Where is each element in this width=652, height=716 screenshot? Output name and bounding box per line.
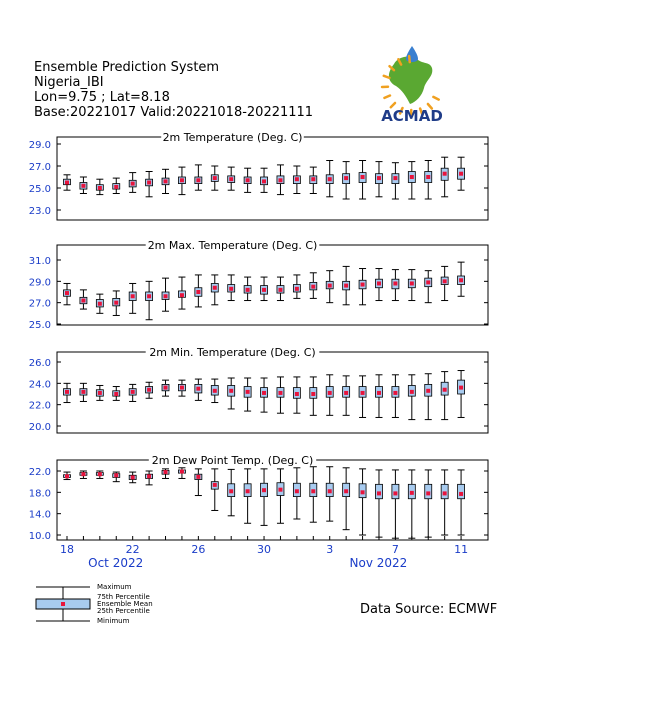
legend-mean-marker [61,602,65,606]
month-label: Nov 2022 [349,556,408,570]
y-tick-label: 29.0 [28,277,51,289]
logo-text: ACMAD [381,107,443,124]
legend-75th: 75th Percentile [97,593,150,601]
legend-25th: 25th Percentile [97,607,150,615]
header-coords: Lon=9.75 ; Lat=8.18 [34,90,170,105]
legend-mean: Ensemble Mean [97,600,153,608]
legend-maximum: Maximum [97,583,132,591]
panel-title: 2m Temperature (Deg. C) [162,131,303,144]
x-tick-label: 30 [257,543,272,556]
x-tick-label: 18 [60,543,74,556]
y-tick-label: 27.0 [28,298,51,310]
y-tick-label: 25.0 [28,184,51,195]
x-tick-label: 3 [326,543,334,556]
x-tick-label: 7 [391,543,399,556]
y-tick-label: 10.0 [28,531,51,542]
x-tick-label: 11 [454,543,469,556]
y-tick-label: 20.0 [28,422,51,433]
header-base-valid: Base:20221017 Valid:20221018-20221111 [34,105,314,120]
x-tick-label: 26 [191,543,206,556]
y-tick-label: 18.0 [28,488,51,500]
legend-minimum: Minimum [97,617,130,625]
header-location: Nigeria_IBI [34,75,104,90]
panel-title: 2m Max. Temperature (Deg. C) [147,239,318,252]
month-label: Oct 2022 [88,556,144,570]
y-tick-label: 27.0 [28,162,51,173]
panel-title: 2m Min. Temperature (Deg. C) [149,346,316,359]
y-tick-label: 23.0 [28,206,51,217]
y-tick-label: 24.0 [28,379,51,391]
y-tick-label: 25.0 [28,320,51,331]
y-tick-label: 26.0 [28,358,51,369]
data-source: Data Source: ECMWF [360,602,498,617]
y-tick-label: 31.0 [28,256,51,267]
panel-title: 2m Dew Point Temp. (Deg. C) [151,454,314,467]
y-tick-label: 22.0 [28,467,51,478]
header-system: Ensemble Prediction System [34,60,220,75]
y-tick-label: 29.0 [28,140,51,151]
y-tick-label: 14.0 [28,509,51,521]
x-tick-label: 22 [125,543,140,556]
y-tick-label: 22.0 [28,400,51,412]
